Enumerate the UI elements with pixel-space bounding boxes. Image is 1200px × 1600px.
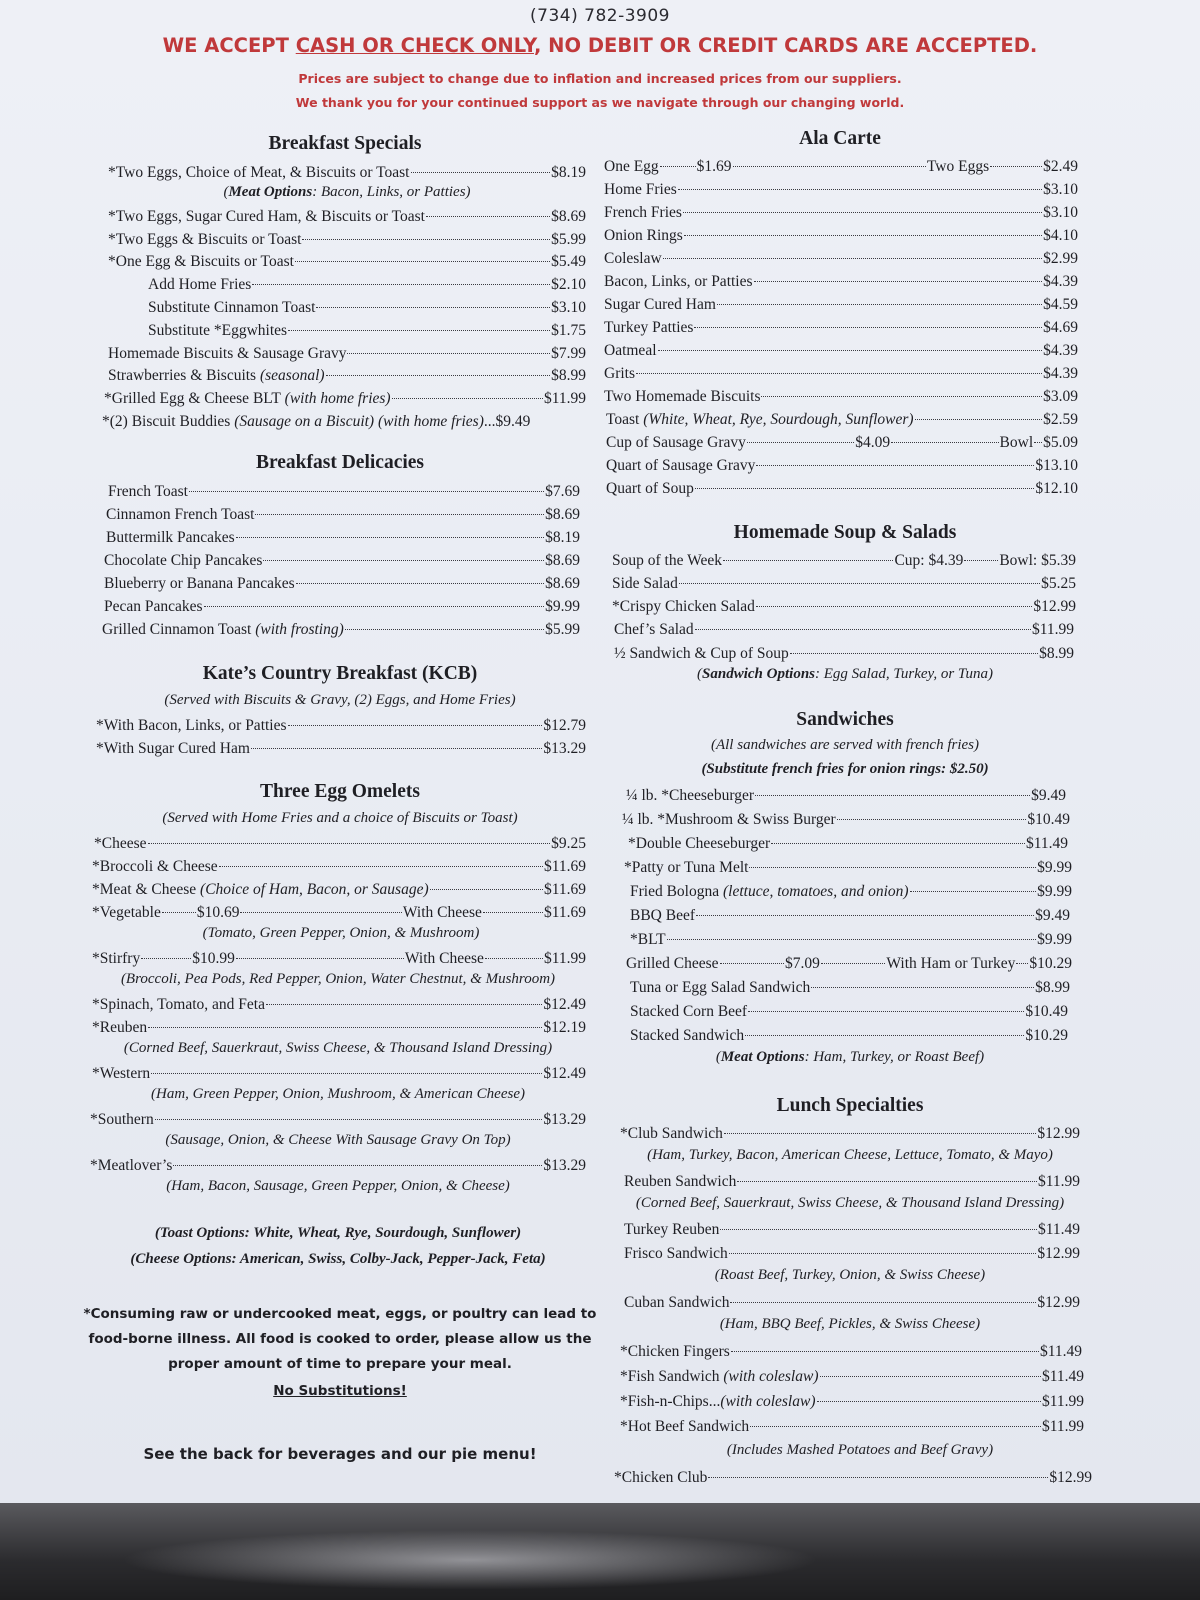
menu-item: Toast (White, Wheat, Rye, Sourdough, Sunflower) $2.59 — [606, 411, 1078, 428]
menu-item: Buttermilk Pancakes $8.19 — [106, 529, 580, 546]
menu-item: Turkey Patties $4.69 — [604, 319, 1078, 336]
meat-options-sandwich-note: (Meat Options: Ham, Turkey, or Roast Beef) — [715, 1049, 985, 1065]
reuben-note: (Corned Beef, Sauerkraut, Swiss Cheese, & Thousand Island Dressing) — [123, 1040, 553, 1056]
menu-item: Quart of Soup $12.10 — [606, 480, 1078, 497]
menu-item: French Fries $3.10 — [604, 204, 1078, 221]
menu-item: *Grilled Egg & Cheese BLT (with home fries) $11.99 — [104, 390, 586, 407]
meat-options-note: (Meat Options: Bacon, Links, or Patties) — [223, 184, 471, 200]
notice-pre: WE ACCEPT — [162, 34, 296, 57]
toast-options: (Toast Options: White, Wheat, Rye, Sourdough, Sunflower) — [154, 1225, 522, 1241]
menu-item: Soup of the Week Cup: $4.39 Bowl: $5.39 — [612, 552, 1076, 569]
menu-item: *Crispy Chicken Salad $12.99 — [612, 598, 1076, 615]
menu-item: *Fish Sandwich (with coleslaw) $11.49 — [620, 1368, 1084, 1385]
sandwich-options-note: (Sandwich Options: Egg Salad, Turkey, or Tuna) — [697, 666, 993, 682]
back-page-note: See the back for beverages and our pie menu! — [143, 1445, 537, 1463]
no-substitutions: No Substitutions! — [273, 1383, 407, 1399]
menu-item: *Southern $13.29 — [90, 1111, 586, 1128]
menu-item: *Reuben $12.19 — [92, 1019, 586, 1036]
menu-item: BBQ Beef $9.49 — [630, 907, 1070, 924]
menu-item: *Hot Beef Sandwich $11.99 — [620, 1418, 1084, 1435]
menu-item: Stacked Sandwich $10.29 — [630, 1027, 1068, 1044]
menu-item: Cup of Sausage Gravy $4.09 Bowl $5.09 — [606, 434, 1078, 451]
meatlover-note: (Ham, Bacon, Sausage, Green Pepper, Onion, & Cheese) — [166, 1178, 510, 1194]
menu-item: Strawberries & Biscuits (seasonal) $8.99 — [108, 367, 586, 384]
breakfast-specials-heading: Breakfast Specials — [268, 133, 422, 154]
menu-item: Coleslaw $2.99 — [604, 250, 1078, 267]
menu-item: Frisco Sandwich $12.99 — [624, 1245, 1080, 1262]
omelets-heading: Three Egg Omelets — [260, 781, 420, 802]
phone-number: (734) 782-3909 — [530, 6, 670, 26]
onion-rings-note: (Substitute french fries for onion rings: $2.50) — [701, 761, 989, 777]
menu-item: Onion Rings $4.10 — [604, 227, 1078, 244]
menu-item: *Double Cheeseburger $11.49 — [628, 835, 1068, 852]
menu-item: *Chicken Fingers $11.49 — [620, 1343, 1082, 1360]
notice-post: , NO DEBIT OR CREDIT CARDS ARE ACCEPTED. — [533, 34, 1038, 57]
western-note: (Ham, Green Pepper, Onion, Mushroom, & American Cheese) — [151, 1086, 525, 1102]
cuban-note: (Ham, BBQ Beef, Pickles, & Swiss Cheese) — [719, 1316, 981, 1332]
ala-carte-heading: Ala Carte — [799, 128, 881, 149]
menu-item: Substitute Cinnamon Toast $3.10 — [148, 299, 586, 316]
menu-item: *Two Eggs, Sugar Cured Ham, & Biscuits or Toast $8.69 — [108, 208, 586, 225]
menu-item: Grilled Cheese $7.09 With Ham or Turkey $10.29 — [626, 955, 1072, 972]
hot-beef-note: (Includes Mashed Potatoes and Beef Gravy) — [726, 1442, 994, 1458]
menu-item: Side Salad $5.25 — [612, 575, 1076, 592]
menu-item: *Vegetable $10.69 With Cheese $11.69 — [92, 904, 586, 921]
menu-item: Tuna or Egg Salad Sandwich $8.99 — [630, 979, 1070, 996]
menu-item: Chocolate Chip Pancakes $8.69 — [104, 552, 580, 569]
menu-item: Quart of Sausage Gravy $13.10 — [606, 457, 1078, 474]
reuben-sandwich-note: (Corned Beef, Sauerkraut, Swiss Cheese, & Thousand Island Dressing) — [635, 1195, 1065, 1211]
menu-item: Sugar Cured Ham $4.59 — [604, 296, 1078, 313]
stirfry-note: (Broccoli, Pea Pods, Red Pepper, Onion, Water Chestnut, & Mushroom) — [120, 971, 556, 987]
southern-note: (Sausage, Onion, & Cheese With Sausage Gravy On Top) — [165, 1132, 511, 1148]
sandwiches-note: (All sandwiches are served with french fries) — [710, 737, 979, 753]
thanks-note: We thank you for your continued support as we navigate through our changing world. — [295, 95, 905, 110]
menu-item: *With Bacon, Links, or Patties $12.79 — [96, 717, 586, 734]
menu-item: Chef’s Salad $11.99 — [614, 621, 1074, 638]
menu-item: *Stirfry $10.99 With Cheese $11.99 — [92, 950, 586, 967]
kcb-heading: Kate’s Country Breakfast (KCB) — [202, 663, 478, 684]
menu-item: *Meatlover’s $13.29 — [90, 1157, 586, 1174]
menu-item: Substitute *Eggwhites $1.75 — [148, 322, 586, 339]
menu-item: *One Egg & Biscuits or Toast $5.49 — [108, 253, 586, 270]
soup-salads-heading: Homemade Soup & Salads — [733, 522, 957, 543]
menu-item: *Club Sandwich $12.99 — [620, 1125, 1080, 1142]
omelets-note: (Served with Home Fries and a choice of Biscuits or Toast) — [162, 810, 518, 826]
menu-item: ¼ lb. *Cheeseburger $9.49 — [626, 787, 1066, 804]
menu-item: Bacon, Links, or Patties $4.39 — [604, 273, 1078, 290]
menu-item: Cuban Sandwich $12.99 — [624, 1294, 1080, 1311]
price-change-note: Prices are subject to change due to inflation and increased prices from our suppliers. — [298, 71, 902, 86]
menu-item: Pecan Pancakes $9.99 — [104, 598, 580, 615]
menu-item: *Cheese $9.25 — [94, 835, 586, 852]
menu-item: Homemade Biscuits & Sausage Gravy $7.99 — [108, 345, 586, 362]
menu-item: Turkey Reuben $11.49 — [624, 1221, 1080, 1238]
menu-item: *Fish-n-Chips... (with coleslaw) $11.99 — [620, 1393, 1084, 1410]
menu-item: Reuben Sandwich $11.99 — [624, 1173, 1080, 1190]
club-note: (Ham, Turkey, Bacon, American Cheese, Lettuce, Tomato, & Mayo) — [647, 1147, 1053, 1163]
menu-item: Home Fries $3.10 — [604, 181, 1078, 198]
menu-item: French Toast $7.69 — [108, 483, 580, 500]
menu-item: One Egg $1.69 Two Eggs $2.49 — [604, 158, 1078, 175]
menu-item: *(2) Biscuit Buddies (Sausage on a Biscuit) (with home fries) ...$9.49 — [102, 413, 531, 430]
menu-item: Two Homemade Biscuits $3.09 — [604, 388, 1078, 405]
menu-item: ½ Sandwich & Cup of Soup $8.99 — [614, 645, 1074, 662]
breakfast-delicacies-heading: Breakfast Delicacies — [255, 452, 425, 473]
menu-item: *Broccoli & Cheese $11.69 — [92, 858, 586, 875]
menu-item: Blueberry or Banana Pancakes $8.69 — [104, 575, 580, 592]
menu-item: Cinnamon French Toast $8.69 — [106, 506, 580, 523]
vegetable-note: (Tomato, Green Pepper, Onion, & Mushroom) — [202, 925, 480, 941]
lunch-heading: Lunch Specialties — [776, 1095, 924, 1116]
food-warning-line1: *Consuming raw or undercooked meat, eggs, or poultry can lead to — [83, 1306, 597, 1322]
food-warning-line2: food-borne illness. All food is cooked to order, please allow us the — [88, 1331, 592, 1347]
menu-item: Oatmeal $4.39 — [604, 342, 1078, 359]
menu-item: *Western $12.49 — [92, 1065, 586, 1082]
menu-item: *Meat & Cheese (Choice of Ham, Bacon, or Sausage) $11.69 — [92, 881, 586, 898]
menu-item: *With Sugar Cured Ham $13.29 — [96, 740, 586, 757]
menu-item: *Two Eggs & Biscuits or Toast $5.99 — [108, 231, 586, 248]
sandwiches-heading: Sandwiches — [796, 709, 894, 730]
menu-item: *Chicken Club $12.99 — [614, 1469, 1092, 1486]
menu-item: *Spinach, Tomato, and Feta $12.49 — [92, 996, 586, 1013]
menu-item: *BLT $9.99 — [630, 931, 1072, 948]
table-glare — [120, 1530, 820, 1590]
menu-item: *Patty or Tuna Melt $9.99 — [624, 859, 1072, 876]
menu-item: Add Home Fries $2.10 — [148, 276, 586, 293]
menu-item: Grilled Cinnamon Toast (with frosting) $5.99 — [102, 621, 580, 638]
menu-item: *Two Eggs, Choice of Meat, & Biscuits or Toast $8.19 — [108, 164, 586, 181]
food-warning-line3: proper amount of time to prepare your meal. — [168, 1356, 512, 1372]
kcb-note: (Served with Biscuits & Gravy, (2) Eggs, and Home Fries) — [164, 692, 516, 708]
notice-cash-only: CASH OR CHECK ONLY — [295, 34, 534, 57]
cheese-options: (Cheese Options: American, Swiss, Colby-Jack, Pepper-Jack, Feta) — [130, 1251, 546, 1267]
menu-item: Fried Bologna (lettuce, tomatoes, and onion) $9.99 — [630, 883, 1072, 900]
frisco-note: (Roast Beef, Turkey, Onion, & Swiss Cheese) — [714, 1267, 986, 1283]
menu-item: Grits $4.39 — [604, 365, 1078, 382]
menu-item: ¼ lb. *Mushroom & Swiss Burger $10.49 — [622, 811, 1070, 828]
payment-notice — [0, 34, 1200, 57]
menu-item: Stacked Corn Beef $10.49 — [630, 1003, 1068, 1020]
